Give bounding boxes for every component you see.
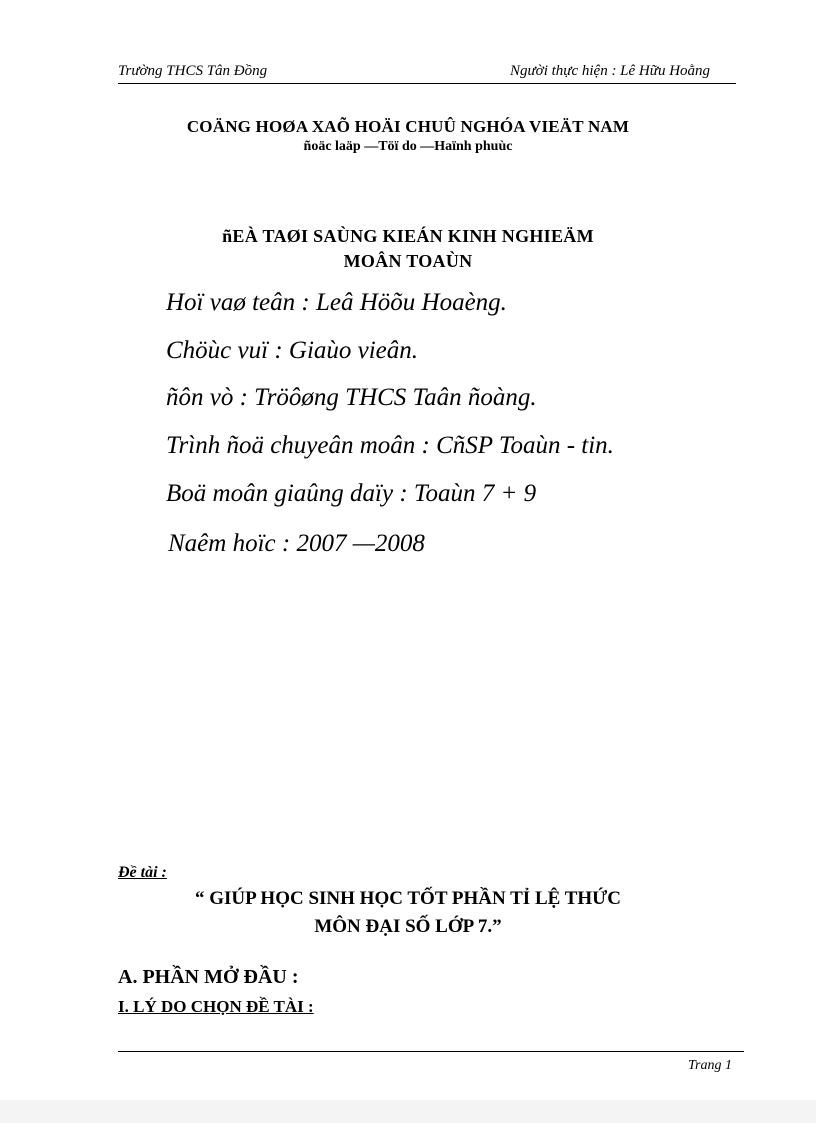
thesis-label: Đề tài :: [118, 864, 167, 881]
info-name: Hoï vaø teân : Leâ Höõu Hoaèng.: [166, 289, 507, 316]
footer-page-number: Trang 1: [688, 1058, 732, 1073]
thesis-title-line1: “ GIÚP HỌC SINH HỌC TỐT PHẦN TỈ LỆ THỨC: [194, 888, 621, 909]
header-school: Trường THCS Tân Đồng: [118, 63, 268, 79]
nation-motto: ñoäc laäp —Töï do —Haïnh phuùc: [303, 139, 513, 154]
info-qualification: Trình ñoä chuyeân moân : CñSP Toaùn - tin.: [166, 432, 614, 459]
info-school-year: Naêm hoïc : 2007 —2008: [168, 530, 425, 557]
thesis-title-line2: MÔN ĐẠI SỐ LỚP 7.”: [314, 916, 502, 937]
info-subject-taught: Boä moân giaûng daïy : Toaùn 7 + 9: [166, 480, 537, 507]
header-author: Người thực hiện : Lê Hữu Hoằng: [510, 63, 711, 79]
header-divider: [118, 83, 736, 84]
info-position: Chöùc vuï : Giaùo vieân.: [166, 337, 419, 364]
footer-divider: [118, 1051, 744, 1052]
page-bottom-band: [0, 1100, 816, 1123]
info-unit: ñôn vò : Tröôøng THCS Taân ñoàng.: [166, 384, 537, 411]
topic-subject: MOÂN TOAÙN: [343, 251, 473, 271]
section-i-heading: I. LÝ DO CHỌN ĐỀ TÀI :: [118, 997, 314, 1016]
topic-title: ñEÀ TAØI SAÙNG KIEÁN KINH NGHIEÄM: [222, 226, 594, 246]
section-a-heading: A. PHẦN MỞ ĐẦU :: [118, 966, 299, 988]
nation-title: COÄNG HOØA XAÕ HOÄI CHUÛ NGHÓA VIEÄT NAM: [186, 117, 630, 136]
